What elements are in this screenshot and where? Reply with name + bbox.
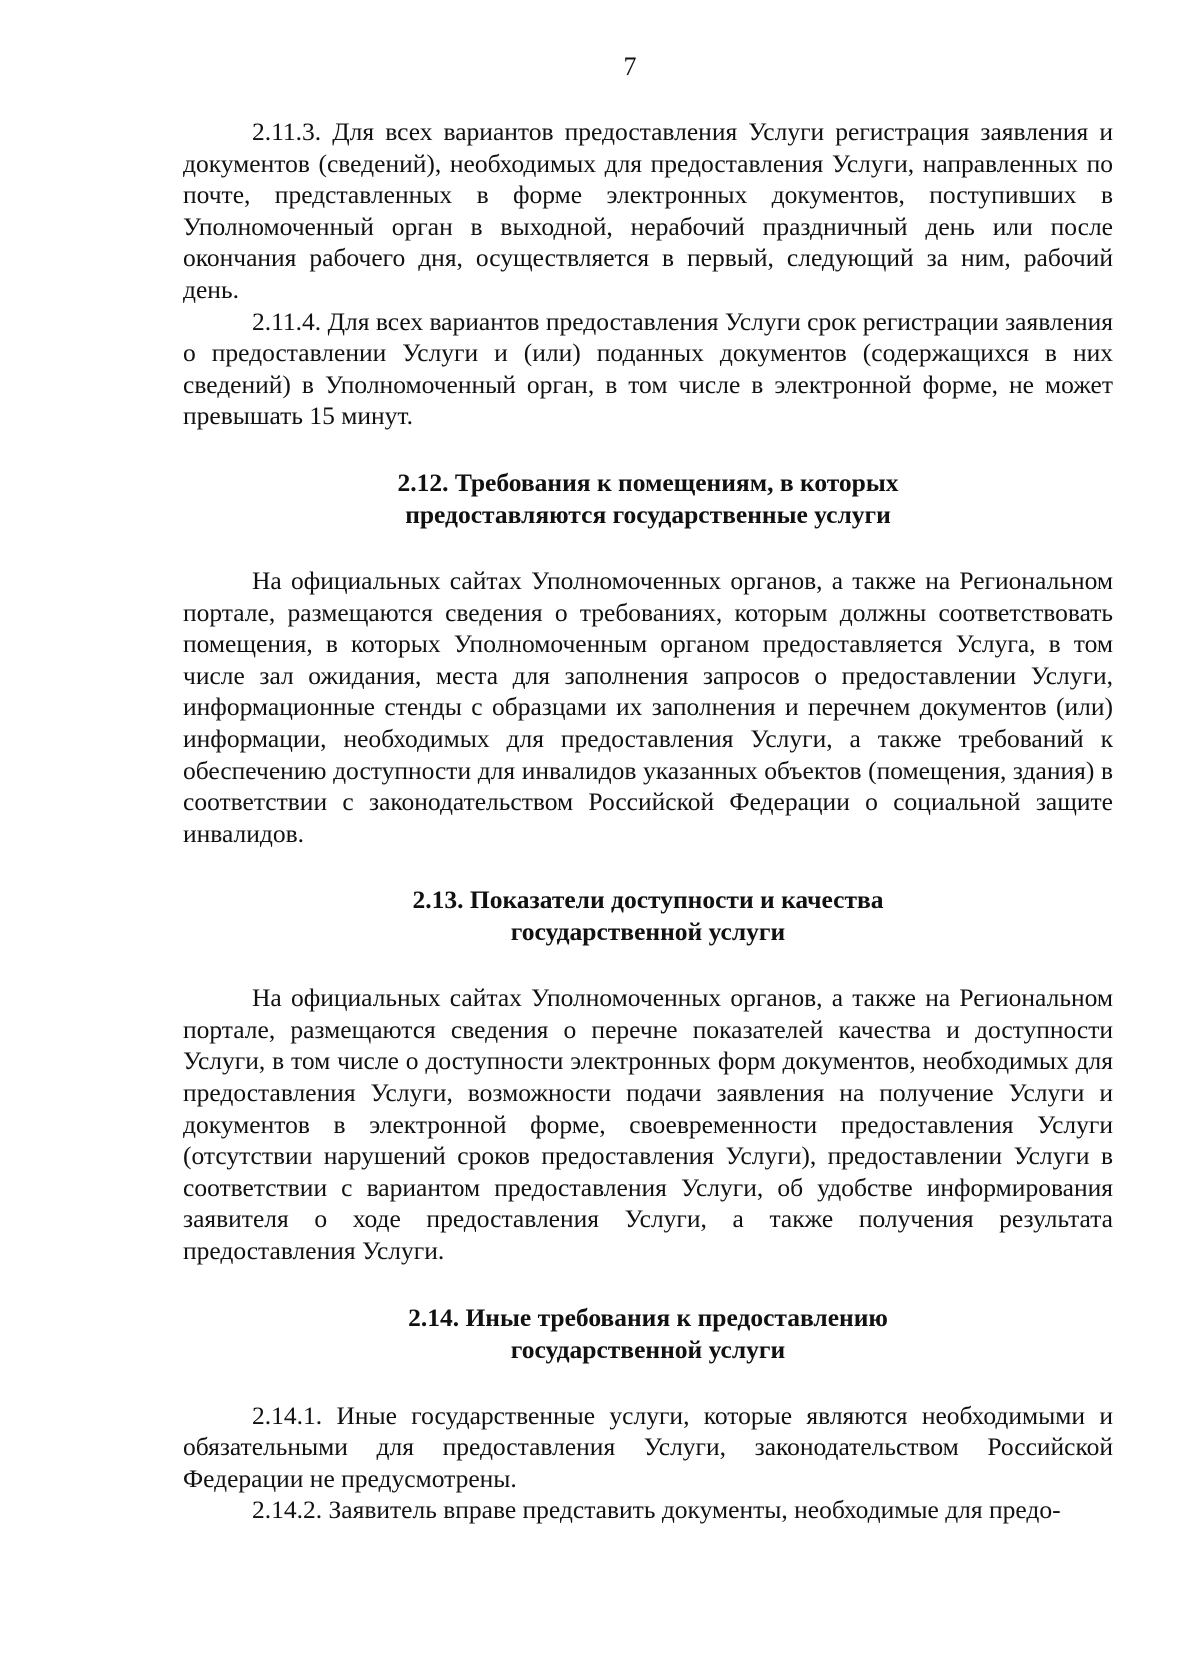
- paragraph-2-13: На официальных сайтах Уполномоченных органов, а также на Региональном портале, размещаются сведения о перечне показателей качества и доступности Услуги, в том числе о доступности электронных форм документов, необходимых для предоставления Услуги, возможности подачи заявления на получение Услуги и документов в электронной форме, своевременности предоставления Услуги (отсутствии нарушений сроков предоставления Услуги), предоставлении Услуги в соответствии с вариантом предоставления Услуги, об удобстве информирования заявителя о ходе предоставления Услуги, а также получения результата предоставления Услуги.: [183, 983, 1113, 1266]
- heading-2-13-line1: 2.13. Показатели доступности и качества: [412, 885, 884, 915]
- heading-2-13: [183, 884, 1113, 948]
- paragraph-2-11-3: 2.11.3. Для всех вариантов предоставления Услуги регистрация заявления и документов (сведений), необходимых для предоставления Услуги, направленных по почте, представленных в форме электронных документов, поступивших в Уполномоченный орган в выходной, нерабочий праздничный день или после окончания рабочего дня, осуществляется в первый, следующий за ним, рабочий день.: [183, 117, 1113, 304]
- heading-2-14: [183, 1302, 1113, 1366]
- paragraph-2-14-1: 2.14.1. Иные государственные услуги, которые являются необходимыми и обязательными для предоставления Услуги, законодательством Российской Федерации не предусмотрены.: [183, 1400, 1113, 1493]
- heading-2-12-line1: 2.12. Требования к помещениям, в которых: [397, 467, 899, 497]
- heading-2-13-line2: государственной услуги: [510, 917, 786, 947]
- heading-2-14-line1: 2.14. Иные требования к предоставлению: [408, 1302, 888, 1332]
- paragraph-2-11-4: 2.11.4. Для всех вариантов предоставления Услуги срок регистрации заявления о предоставлении Услуги и (или) поданных документов (содержащихся в них сведений) в Уполномоченный орган, в том числе в электронной форме, не может превышать 15 минут.: [183, 306, 1113, 431]
- paragraph-2-12: На официальных сайтах Уполномоченных органов, а также на Региональном портале, размещаются сведения о требованиях, которым должны соответствовать помещения, в которых Уполномоченным органом предоставляется Услуга, в том числе зал ожидания, места для заполнения запросов о предоставлении Услуги, информационные стенды с образцами их заполнения и перечнем документов (или) информации, необходимых для предоставления Услуги, а также требований к обеспечению доступности для инвалидов указанных объектов (помещения, здания) в соответствии с законодательством Российской Федерации о социальной защите инвалидов.: [183, 565, 1113, 848]
- heading-2-14-line2: государственной услуги: [510, 1334, 786, 1364]
- page-number: 7: [623, 52, 637, 81]
- heading-2-12: [183, 467, 1113, 531]
- heading-2-12-line2: предоставляются государственные услуги: [405, 499, 891, 529]
- document-body: [183, 116, 1113, 1526]
- paragraph-2-14-2: 2.14.2. Заявитель вправе представить документы, необходимые для предо-: [252, 1495, 1061, 1525]
